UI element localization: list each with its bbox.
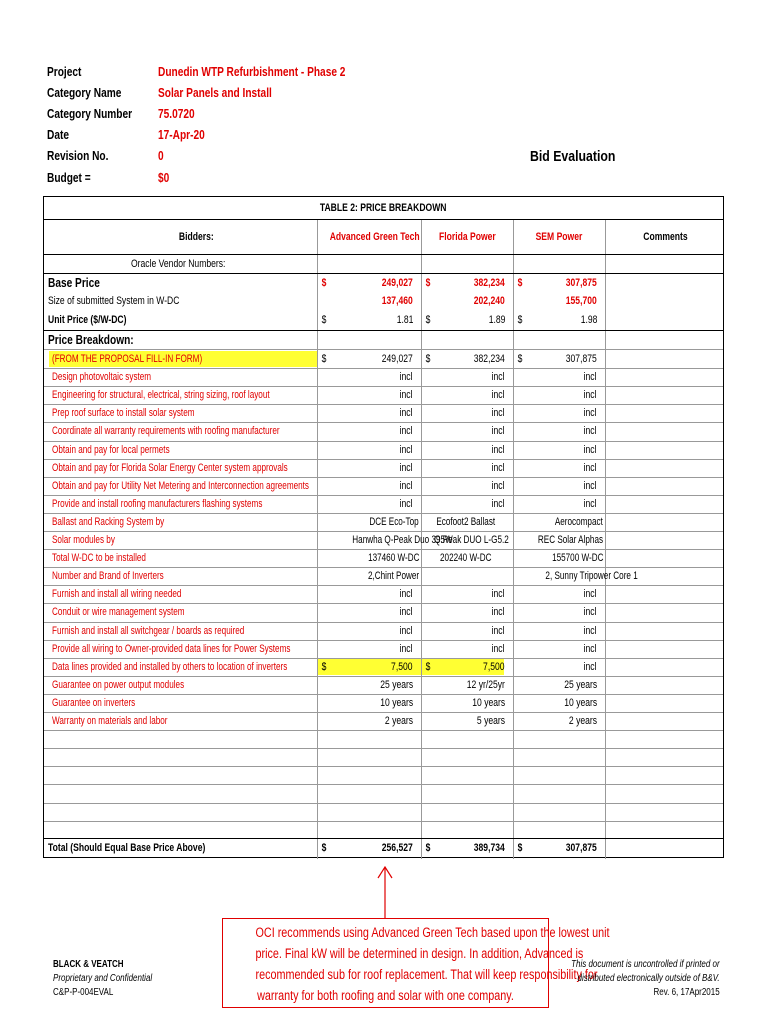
base-price-label-text: Base Price bbox=[48, 275, 100, 290]
breakdown-value bbox=[421, 459, 505, 477]
breakdown-value bbox=[513, 585, 597, 603]
breakdown-value bbox=[421, 676, 505, 694]
breakdown-value-text: incl bbox=[400, 443, 413, 456]
breakdown-item-label-text: Obtain and pay for local permets bbox=[52, 443, 170, 456]
breakdown-item-label bbox=[52, 531, 137, 549]
breakdown-item-label bbox=[52, 549, 179, 567]
unit-price-value-text: 1.81 bbox=[396, 314, 413, 326]
breakdown-value-text: incl bbox=[584, 479, 597, 492]
breakdown-value-text: incl bbox=[492, 389, 505, 402]
currency-symbol: $ bbox=[517, 842, 523, 854]
empty-row-divider bbox=[44, 784, 723, 785]
currency-symbol: $ bbox=[517, 314, 523, 326]
breakdown-value bbox=[317, 712, 413, 730]
breakdown-item-label bbox=[52, 603, 231, 621]
breakdown-value-text: incl bbox=[492, 479, 505, 492]
currency-symbol: $ bbox=[425, 842, 431, 854]
base-price-value bbox=[513, 274, 597, 292]
breakdown-value-text: incl bbox=[584, 588, 597, 601]
breakdown-value bbox=[421, 658, 505, 676]
bid-evaluation-title: Bid Evaluation bbox=[530, 148, 616, 165]
bidder-name-3 bbox=[513, 228, 605, 246]
size-value-text: 155,700 bbox=[565, 295, 597, 307]
breakdown-value-text: 10 years bbox=[380, 696, 413, 709]
total-value-text: 307,875 bbox=[565, 842, 597, 854]
breakdown-item-label bbox=[52, 694, 165, 712]
breakdown-item-label-text: Total W-DC to be installed bbox=[52, 552, 146, 565]
base-price-label bbox=[48, 274, 115, 292]
breakdown-item-label-text: Warranty on materials and labor bbox=[52, 715, 168, 727]
callout-arrow-icon bbox=[373, 864, 397, 920]
breakdown-value bbox=[421, 531, 511, 549]
total-label bbox=[48, 839, 250, 857]
size-label bbox=[48, 292, 217, 310]
breakdown-item-label-text: Guarantee on inverters bbox=[52, 696, 136, 709]
breakdown-item-label-text: Provide all wiring to Owner-provided data lines for Power Systems bbox=[52, 642, 291, 655]
breakdown-value bbox=[421, 585, 505, 603]
breakdown-value-text: incl bbox=[584, 624, 597, 637]
base-price-value-text: 249,027 bbox=[381, 277, 413, 289]
total-value bbox=[421, 839, 505, 857]
breakdown-item-label bbox=[52, 386, 346, 404]
bidder-name-2 bbox=[421, 228, 513, 246]
breakdown-value bbox=[317, 549, 419, 567]
currency-symbol: $ bbox=[425, 277, 431, 289]
breakdown-value bbox=[317, 495, 413, 513]
base-price-value-text: 307,875 bbox=[565, 277, 597, 289]
empty-row-divider bbox=[44, 803, 723, 804]
total-value-text: 256,527 bbox=[381, 842, 413, 854]
breakdown-value bbox=[421, 422, 505, 440]
breakdown-value bbox=[317, 386, 413, 404]
recommendation-callout bbox=[222, 918, 610, 1008]
breakdown-value-text: 249,027 bbox=[381, 353, 413, 365]
breakdown-value-text: Hanwha Q-Peak Duo 395W bbox=[352, 534, 453, 546]
breakdown-value-text: incl bbox=[584, 443, 597, 456]
breakdown-value-text: incl bbox=[492, 371, 505, 384]
breakdown-value bbox=[421, 495, 505, 513]
breakdown-value bbox=[513, 603, 597, 621]
breakdown-value-text: 2, Sunny Tripower Core 1 bbox=[545, 570, 638, 583]
breakdown-item-label bbox=[52, 622, 312, 640]
breakdown-value-text: incl bbox=[492, 407, 505, 420]
breakdown-value-text: incl bbox=[400, 461, 413, 474]
breakdown-value bbox=[421, 549, 511, 567]
breakdown-value bbox=[513, 622, 597, 640]
breakdown-value-text: 25 years bbox=[564, 678, 597, 691]
breakdown-value-text: 10 years bbox=[472, 696, 505, 709]
breakdown-item-label-text: Obtain and pay for Florida Solar Energy Center system approvals bbox=[52, 461, 288, 474]
breakdown-value bbox=[421, 386, 505, 404]
price-breakdown-label-text: Price Breakdown: bbox=[48, 332, 134, 347]
footer-right bbox=[534, 958, 720, 1000]
breakdown-value-text: incl bbox=[584, 371, 597, 384]
breakdown-value-text: incl bbox=[400, 642, 413, 655]
budget-label: Budget = bbox=[47, 170, 91, 185]
breakdown-item-label-text: (FROM THE PROPOSAL FILL-IN FORM) bbox=[52, 353, 203, 365]
date-label: Date bbox=[47, 127, 69, 142]
unit-price-value bbox=[317, 311, 413, 329]
breakdown-item-label bbox=[52, 585, 227, 603]
breakdown-value bbox=[317, 441, 413, 459]
size-value-text: 137,460 bbox=[381, 295, 413, 307]
breakdown-item-label-text: Coordinate all warranty requirements with roofing manufacturer bbox=[52, 425, 280, 438]
breakdown-item-label-text: Obtain and pay for Utility Net Metering and Interconnection agreements bbox=[52, 479, 310, 492]
breakdown-value bbox=[421, 404, 505, 422]
breakdown-value-text: incl bbox=[492, 497, 505, 510]
breakdown-item-label-text: Design photovoltaic system bbox=[52, 371, 152, 384]
bidders-label-text: Bidders: bbox=[178, 231, 214, 243]
breakdown-value-text: incl bbox=[400, 497, 413, 510]
currency-symbol: $ bbox=[425, 353, 431, 365]
breakdown-value bbox=[317, 531, 453, 549]
breakdown-value bbox=[317, 513, 419, 531]
footer-left bbox=[53, 958, 177, 1000]
footer-company: BLACK & VEATCH bbox=[53, 959, 124, 970]
breakdown-value-text: incl bbox=[492, 642, 505, 655]
breakdown-value bbox=[421, 640, 505, 658]
breakdown-value-text: incl bbox=[400, 371, 413, 384]
breakdown-item-label bbox=[52, 495, 336, 513]
breakdown-item-label-text: Provide and install roofing manufacturers flashing systems bbox=[52, 497, 263, 510]
breakdown-value bbox=[421, 712, 505, 730]
breakdown-value bbox=[513, 477, 597, 495]
empty-row-divider bbox=[44, 821, 723, 822]
breakdown-item-label-text: Furnish and install all wiring needed bbox=[52, 588, 182, 601]
breakdown-item-label-text: Solar modules by bbox=[52, 534, 115, 546]
breakdown-value-text: 12 yr/25yr bbox=[466, 678, 505, 691]
footer-uncontrolled-2: distributed electronically outside of B&V. bbox=[577, 973, 720, 984]
breakdown-value-text: incl bbox=[584, 389, 597, 402]
breakdown-value bbox=[317, 404, 413, 422]
breakdown-value-text: incl bbox=[400, 389, 413, 402]
breakdown-value bbox=[513, 459, 597, 477]
bidder-name-text: Advanced Green Tech bbox=[329, 231, 420, 243]
breakdown-value-text: 25 years bbox=[380, 678, 413, 691]
breakdown-item-label bbox=[52, 567, 203, 585]
currency-symbol: $ bbox=[517, 353, 523, 365]
breakdown-item-label-text: Prep roof surface to install solar system bbox=[52, 407, 195, 420]
breakdown-item-label bbox=[52, 350, 255, 368]
oracle-label bbox=[131, 255, 252, 273]
project-label: Project bbox=[47, 64, 82, 79]
breakdown-value-text: incl bbox=[400, 479, 413, 492]
breakdown-value bbox=[513, 350, 597, 368]
breakdown-item-label bbox=[52, 404, 245, 422]
breakdown-item-label-text: Data lines provided and installed by others to location of inverters bbox=[52, 660, 288, 673]
price-breakdown-table bbox=[43, 196, 724, 858]
currency-symbol: $ bbox=[425, 660, 431, 673]
footer-uncontrolled-1: This document is uncontrolled if printed or bbox=[571, 959, 720, 970]
price-breakdown-label bbox=[48, 331, 158, 349]
breakdown-value bbox=[317, 350, 413, 368]
breakdown-value-text: incl bbox=[400, 407, 413, 420]
breakdown-value-text: incl bbox=[492, 606, 505, 619]
breakdown-value-text: 2 years bbox=[384, 715, 413, 727]
size-value bbox=[513, 292, 597, 310]
size-label-text: Size of submitted System in W-DC bbox=[48, 295, 180, 307]
breakdown-value bbox=[513, 531, 603, 549]
breakdown-value bbox=[317, 422, 413, 440]
empty-row-divider bbox=[44, 748, 723, 749]
bidders-label bbox=[121, 228, 271, 246]
table-title-text: TABLE 2: PRICE BREAKDOWN bbox=[320, 202, 447, 214]
breakdown-value-text: incl bbox=[400, 588, 413, 601]
breakdown-value bbox=[421, 622, 505, 640]
breakdown-value bbox=[513, 640, 597, 658]
size-value bbox=[421, 292, 505, 310]
date-value: 17-Apr-20 bbox=[158, 127, 205, 142]
size-value bbox=[317, 292, 413, 310]
unit-price-value bbox=[421, 311, 505, 329]
unit-price-value-text: 1.89 bbox=[488, 314, 505, 326]
breakdown-item-label bbox=[52, 513, 204, 531]
currency-symbol: $ bbox=[321, 660, 327, 673]
breakdown-value bbox=[317, 676, 413, 694]
currency-symbol: $ bbox=[321, 353, 327, 365]
breakdown-value bbox=[513, 567, 638, 585]
comments-label-text: Comments bbox=[642, 231, 688, 243]
breakdown-value bbox=[421, 513, 511, 531]
breakdown-value-text: incl bbox=[492, 425, 505, 438]
callout-line-4: warranty for both roofing and solar with one company. bbox=[257, 988, 514, 1003]
breakdown-value-text: 202240 W-DC bbox=[440, 552, 492, 565]
breakdown-value bbox=[317, 368, 413, 386]
total-label-text: Total (Should Equal Base Price Above) bbox=[48, 842, 206, 854]
unit-price-label bbox=[48, 311, 149, 329]
unit-price-value bbox=[513, 311, 597, 329]
breakdown-value bbox=[421, 477, 505, 495]
breakdown-value bbox=[317, 694, 413, 712]
breakdown-value bbox=[317, 567, 419, 585]
breakdown-value bbox=[317, 622, 413, 640]
breakdown-value bbox=[513, 694, 597, 712]
breakdown-value-text: 2,Chint Power bbox=[367, 570, 419, 583]
table-title bbox=[44, 199, 723, 217]
breakdown-item-label-text: Furnish and install all switchgear / boards as required bbox=[52, 624, 245, 637]
breakdown-value-text: 155700 W-DC bbox=[551, 552, 603, 565]
breakdown-value bbox=[421, 694, 505, 712]
size-value-text: 202,240 bbox=[473, 295, 505, 307]
breakdown-value-text: incl bbox=[584, 606, 597, 619]
breakdown-value-text: Q.Peak DUO L-G5.2 bbox=[434, 534, 509, 546]
total-value-text: 389,734 bbox=[473, 842, 505, 854]
currency-symbol: $ bbox=[321, 842, 327, 854]
category-number-label: Category Number bbox=[47, 106, 133, 121]
total-value bbox=[513, 839, 597, 857]
breakdown-value-text: 5 years bbox=[476, 715, 505, 727]
breakdown-value bbox=[513, 513, 603, 531]
budget-value: $0 bbox=[158, 170, 170, 185]
breakdown-value bbox=[513, 368, 597, 386]
total-value bbox=[317, 839, 413, 857]
breakdown-value bbox=[317, 640, 413, 658]
callout-line-1: OCI recommends using Advanced Green Tech based upon the lowest unit bbox=[255, 925, 610, 940]
breakdown-value bbox=[513, 658, 597, 676]
oracle-label-text: Oracle Vendor Numbers: bbox=[131, 258, 226, 270]
breakdown-value bbox=[513, 495, 597, 513]
breakdown-value bbox=[317, 603, 413, 621]
breakdown-value bbox=[317, 658, 413, 676]
breakdown-value bbox=[317, 585, 413, 603]
breakdown-value-text: incl bbox=[584, 660, 597, 673]
breakdown-value-text: 137460 W-DC bbox=[367, 552, 419, 565]
currency-symbol: $ bbox=[425, 314, 431, 326]
breakdown-value bbox=[513, 386, 597, 404]
base-price-value bbox=[421, 274, 505, 292]
comments-label bbox=[605, 228, 725, 246]
breakdown-value-text: incl bbox=[400, 606, 413, 619]
breakdown-value-text: Aerocompact bbox=[555, 515, 603, 528]
breakdown-item-label-text: Ballast and Racking System by bbox=[52, 515, 165, 528]
breakdown-value bbox=[421, 567, 511, 585]
breakdown-value-text: REC Solar Alphas bbox=[537, 534, 603, 546]
breakdown-value-text: 7,500 bbox=[391, 660, 413, 673]
empty-row-divider bbox=[44, 766, 723, 767]
column-divider bbox=[605, 219, 606, 859]
category-number-value: 75.0720 bbox=[158, 106, 195, 121]
currency-symbol: $ bbox=[517, 277, 523, 289]
breakdown-value bbox=[513, 549, 603, 567]
breakdown-value-text: incl bbox=[584, 407, 597, 420]
breakdown-value-text: incl bbox=[492, 624, 505, 637]
breakdown-value bbox=[421, 441, 505, 459]
currency-symbol: $ bbox=[321, 314, 327, 326]
bidder-name-text: SEM Power bbox=[535, 231, 583, 243]
breakdown-value-text: incl bbox=[584, 461, 597, 474]
breakdown-value-text: DCE Eco-Top bbox=[369, 515, 419, 528]
breakdown-value-text: incl bbox=[492, 443, 505, 456]
callout-line-2: price. Final kW will be determined in design. In addition, Advanced is bbox=[255, 946, 584, 961]
breakdown-value-text: incl bbox=[584, 425, 597, 438]
footer-form-code: C&P-P-004EVAL bbox=[53, 987, 114, 998]
breakdown-value bbox=[421, 350, 505, 368]
callout-line-3: recommended sub for roof replacement. That will keep responsibility for bbox=[255, 967, 598, 982]
breakdown-value-text: incl bbox=[492, 588, 505, 601]
breakdown-item-label bbox=[52, 441, 211, 459]
title-divider bbox=[44, 219, 723, 220]
breakdown-value bbox=[513, 404, 597, 422]
breakdown-item-label bbox=[52, 422, 360, 440]
unit-price-label-text: Unit Price ($/W-DC) bbox=[48, 314, 127, 326]
base-price-value bbox=[317, 274, 413, 292]
breakdown-value-text: incl bbox=[584, 497, 597, 510]
breakdown-value-text: Ecofoot2 Ballast bbox=[436, 515, 496, 528]
breakdown-value-text: 10 years bbox=[564, 696, 597, 709]
breakdown-value bbox=[513, 712, 597, 730]
breakdown-value bbox=[317, 459, 413, 477]
footer-revision: Rev. 6, 17Apr2015 bbox=[653, 987, 720, 998]
breakdown-item-label bbox=[52, 712, 208, 730]
breakdown-item-label bbox=[52, 368, 186, 386]
breakdown-value-text: 307,875 bbox=[565, 353, 597, 365]
project-value: Dunedin WTP Refurbishment - Phase 2 bbox=[158, 64, 346, 79]
breakdown-item-label-text: Engineering for structural, electrical, string sizing, roof layout bbox=[52, 389, 270, 402]
breakdown-item-label-text: Guarantee on power output modules bbox=[52, 678, 185, 691]
breakdown-value-text: incl bbox=[492, 461, 505, 474]
breakdown-value-text: 382,234 bbox=[473, 353, 505, 365]
bidder-name-text: Florida Power bbox=[438, 231, 496, 243]
breakdown-value bbox=[513, 441, 597, 459]
breakdown-value-text: incl bbox=[400, 624, 413, 637]
base-price-value-text: 382,234 bbox=[473, 277, 505, 289]
breakdown-value bbox=[513, 422, 597, 440]
currency-symbol: $ bbox=[321, 277, 327, 289]
bidder-name-1 bbox=[317, 228, 421, 246]
category-name-value: Solar Panels and Install bbox=[158, 85, 272, 100]
revision-value: 0 bbox=[158, 148, 164, 163]
breakdown-value bbox=[513, 676, 597, 694]
unit-price-value-text: 1.98 bbox=[580, 314, 597, 326]
breakdown-value-text: incl bbox=[400, 425, 413, 438]
breakdown-value bbox=[317, 477, 413, 495]
breakdown-value-text: 2 years bbox=[568, 715, 597, 727]
breakdown-item-label bbox=[52, 676, 231, 694]
breakdown-value bbox=[421, 603, 505, 621]
category-name-label: Category Name bbox=[47, 85, 122, 100]
footer-proprietary: Proprietary and Confidential bbox=[53, 973, 153, 984]
breakdown-item-label-text: Number and Brand of Inverters bbox=[52, 570, 164, 583]
revision-label: Revision No. bbox=[47, 148, 109, 163]
breakdown-value-text: 7,500 bbox=[483, 660, 505, 673]
breakdown-value bbox=[421, 368, 505, 386]
row-divider bbox=[44, 730, 723, 731]
breakdown-value-text: incl bbox=[584, 642, 597, 655]
breakdown-item-label-text: Conduit or wire management system bbox=[52, 606, 185, 619]
